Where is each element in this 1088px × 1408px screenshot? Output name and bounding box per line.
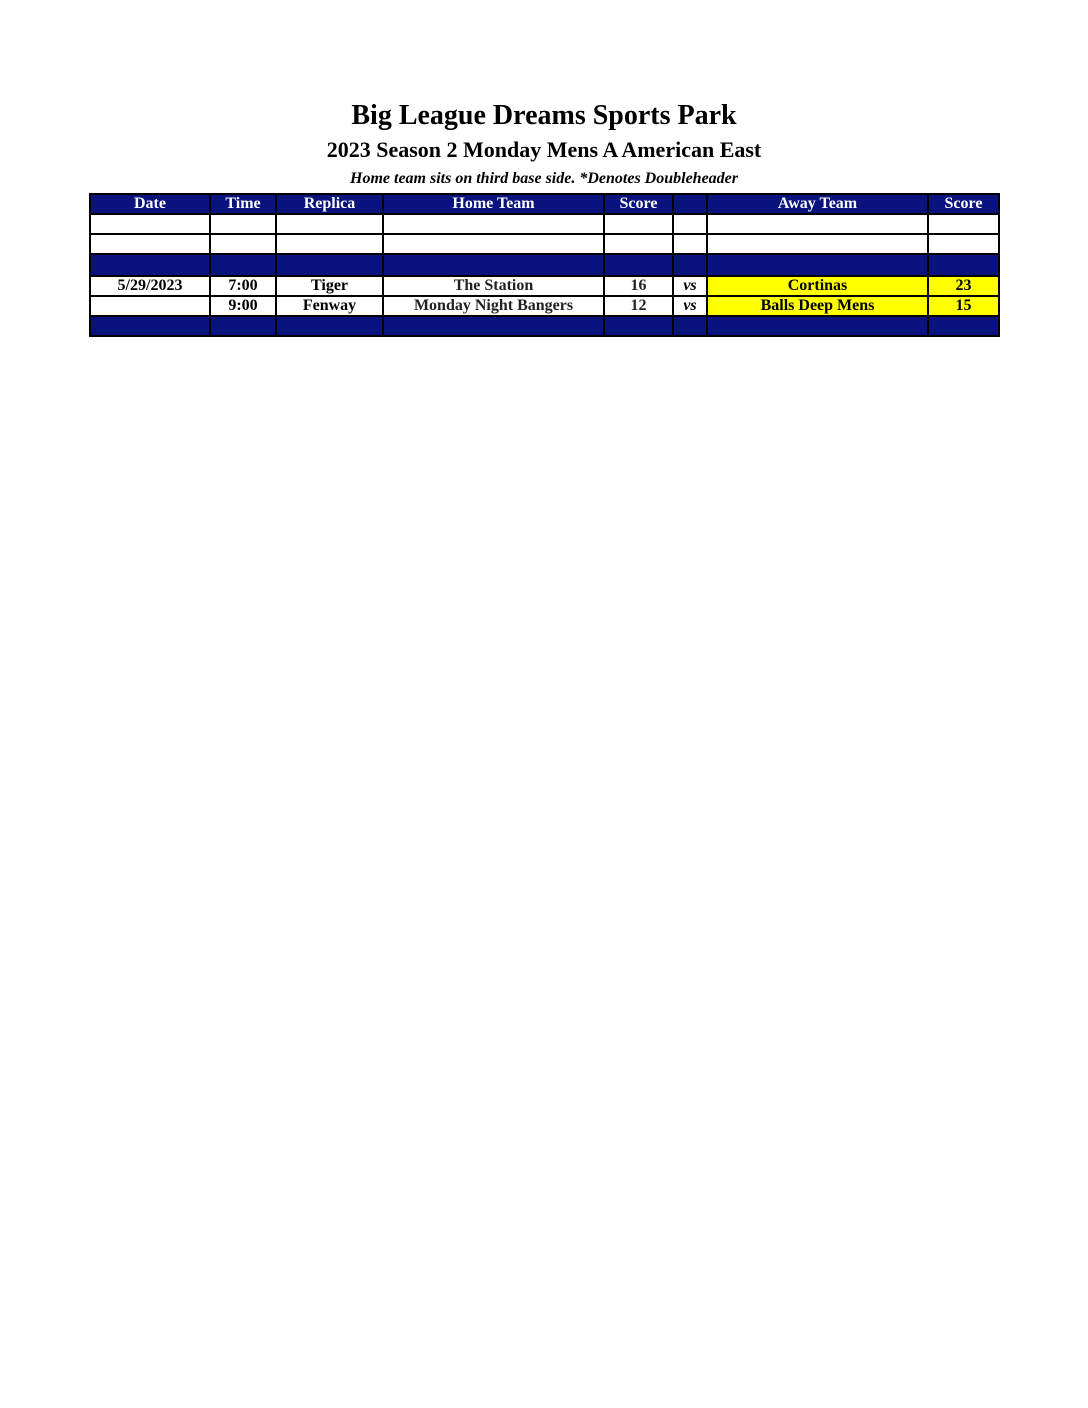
separator-cell [276,316,383,336]
separator-cell [707,254,928,276]
empty-cell [707,234,928,254]
schedule-note: Home team sits on third base side. *Denotes Doubleheader [350,170,738,187]
away-score: 15 [928,296,999,316]
separator-cell [928,316,999,336]
vs-label: vs [673,276,707,296]
empty-cell [707,214,928,234]
empty-cell [90,234,210,254]
header-row [90,194,999,214]
game-row [90,276,999,296]
home-team: Monday Night Bangers [383,296,604,316]
home-score: 12 [604,296,673,316]
empty-cell [604,234,673,254]
separator-cell [210,316,276,336]
separator-row [90,316,999,336]
separator-cell [276,254,383,276]
empty-cell [383,214,604,234]
schedule-table [89,193,1000,337]
empty-cell [928,234,999,254]
game-row [90,296,999,316]
separator-cell [383,316,604,336]
separator-cell [928,254,999,276]
page-title: Big League Dreams Sports Park [351,100,737,131]
empty-cell [276,214,383,234]
home-score: 16 [604,276,673,296]
away-score: 23 [928,276,999,296]
empty-cell [673,214,707,234]
blank-row [90,214,999,234]
game-date: 5/29/2023 [90,276,210,296]
separator-cell [383,254,604,276]
column-header-time: Time [210,194,276,214]
blank-row [90,234,999,254]
separator-cell [604,254,673,276]
separator-cell [673,316,707,336]
column-header-date: Date [90,194,210,214]
separator-row [90,254,999,276]
empty-cell [673,234,707,254]
game-time: 9:00 [210,296,276,316]
away-team: Cortinas [707,276,928,296]
game-date [90,296,210,316]
separator-cell [90,254,210,276]
game-time: 7:00 [210,276,276,296]
column-header-vs [673,194,707,214]
column-header-away-score: Score [928,194,999,214]
page-subtitle: 2023 Season 2 Monday Mens A American East [326,137,762,162]
empty-cell [928,214,999,234]
empty-cell [90,214,210,234]
separator-cell [673,254,707,276]
empty-cell [210,234,276,254]
separator-cell [707,316,928,336]
column-header-away-team: Away Team [707,194,928,214]
separator-cell [210,254,276,276]
game-replica: Fenway [276,296,383,316]
vs-label: vs [673,296,707,316]
game-replica: Tiger [276,276,383,296]
empty-cell [604,214,673,234]
empty-cell [383,234,604,254]
separator-cell [90,316,210,336]
column-header-home-team: Home Team [383,194,604,214]
column-header-replica: Replica [276,194,383,214]
home-team: The Station [383,276,604,296]
empty-cell [276,234,383,254]
column-header-home-score: Score [604,194,673,214]
empty-cell [210,214,276,234]
away-team: Balls Deep Mens [707,296,928,316]
separator-cell [604,316,673,336]
